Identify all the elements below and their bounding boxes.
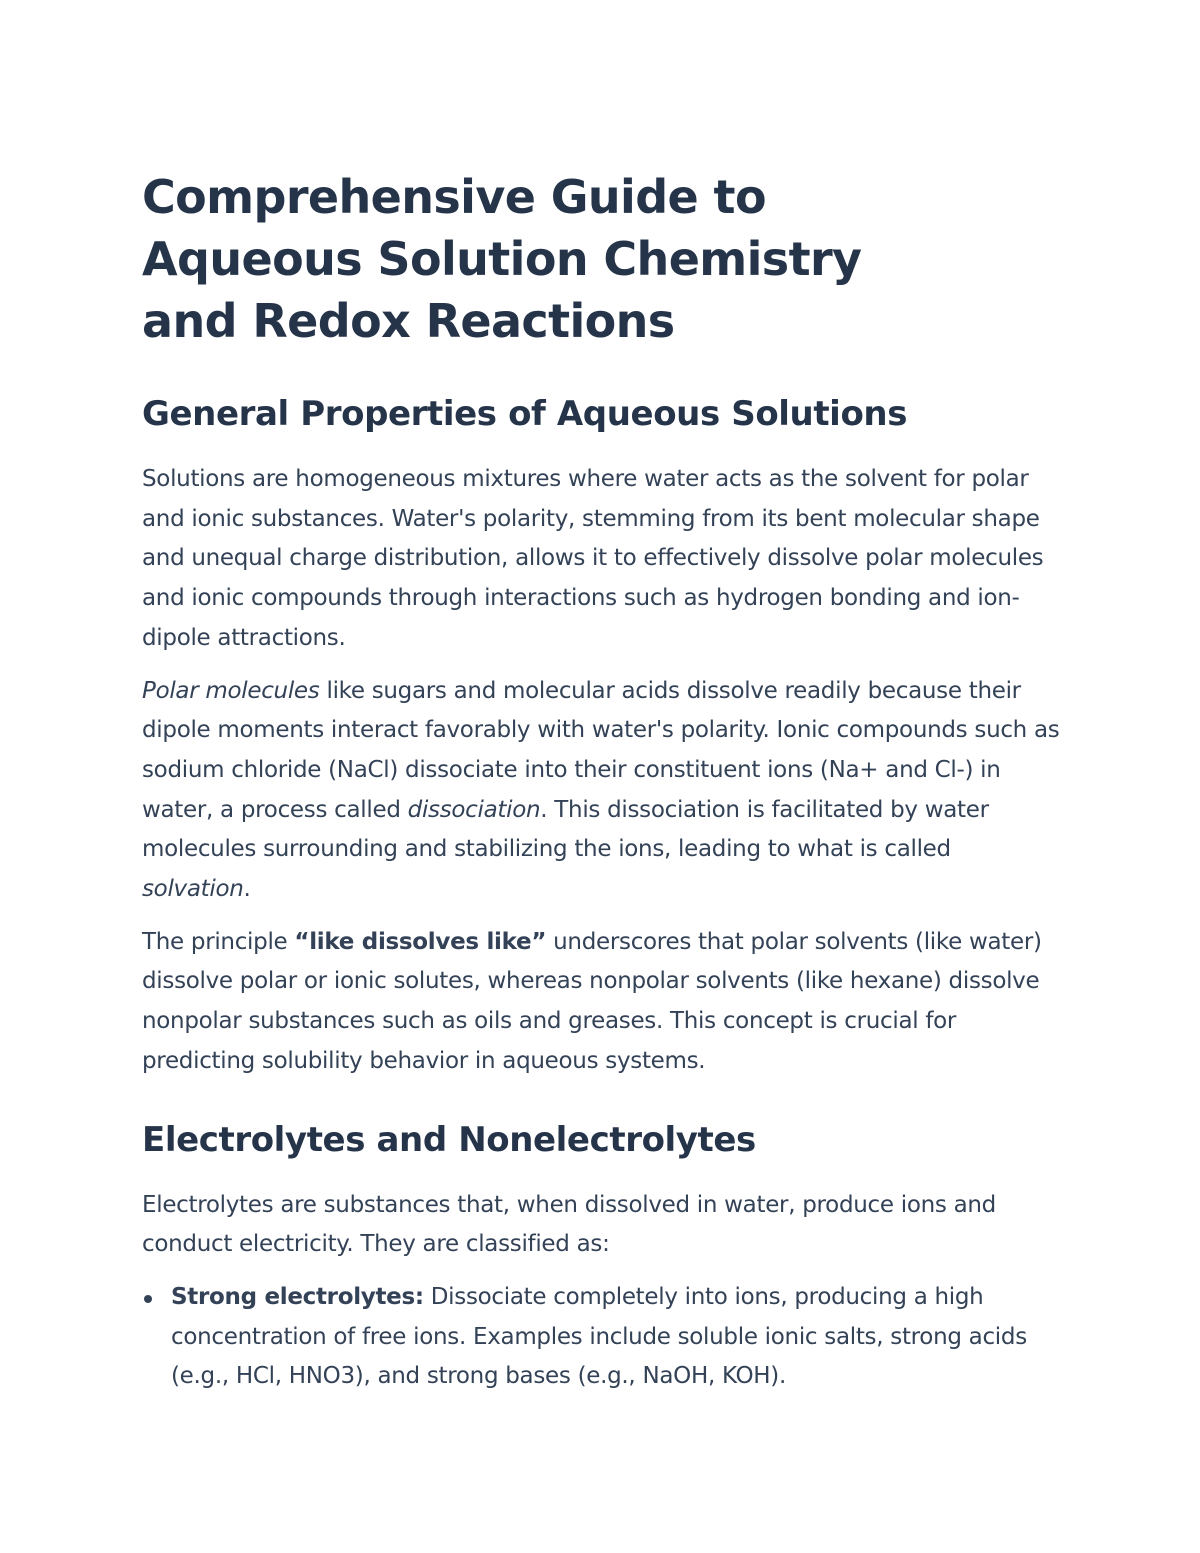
electrolyte-list [142,1278,1062,1397]
paragraph-solutions-intro: Solutions are homogeneous mixtures where water acts as the solvent for polar and ionic substances. Water's polarity, stemming from its bent molecular shape and unequal charge distribution, allows it to effectively dissolve polar molecules and ionic compounds through interactions such as hydrogen bonding and ion-dipole attractions. [142,466,1044,651]
section-heading-electrolytes: Electrolytes and Nonelectrolytes [142,1119,756,1160]
list-item-text: Dissociate completely into ions, producing a high concentration of free ions. Examples include soluble ionic salts, strong acids (e.g., HCl, HNO3), and strong bases (e.g., NaOH, KOH). [171,1283,1027,1390]
paragraph-electrolytes-intro: Electrolytes are substances that, when dissolved in water, produce ions and conduct electricity. They are classified as: [142,1191,996,1258]
bullet-icon [144,1295,152,1303]
list-item [142,1278,1062,1397]
list-item-term: Strong electrolytes: [171,1283,424,1310]
document-page [142,166,1062,1397]
page-title: Comprehensive Guide to Aqueous Solution Chemistry and Redox Reactions [142,170,862,348]
emphasis-dissociation: dissociation [407,796,541,823]
paragraph-polar-molecules: Polar molecules like sugars and molecular acids dissolve readily because their dipole moments interact favorably with water's polarity. Ionic compounds such as sodium chloride (NaCl) dissociate into their constituent ions (Na+ and Cl-) in water, a process called dissociation. This dissociation is facilitated by water molecules surrounding and stabilizing the ions, leading to what is called solvation. [142,677,1060,903]
emphasis-solvation: solvation [142,876,244,903]
section-heading-general-properties: General Properties of Aqueous Solutions [142,394,908,434]
strong-like-dissolves-like: “like dissolves like” [294,928,547,955]
paragraph-like-dissolves-like: The principle “like dissolves like” underscores that polar solvents (like water) dissolve polar or ionic solutes, whereas nonpolar solvents (like hexane) dissolve nonpolar substances such as oils and greases. This concept is crucial for predicting solubility behavior in aqueous systems. [142,928,1042,1074]
emphasis-polar-molecules: Polar molecules [142,677,320,704]
